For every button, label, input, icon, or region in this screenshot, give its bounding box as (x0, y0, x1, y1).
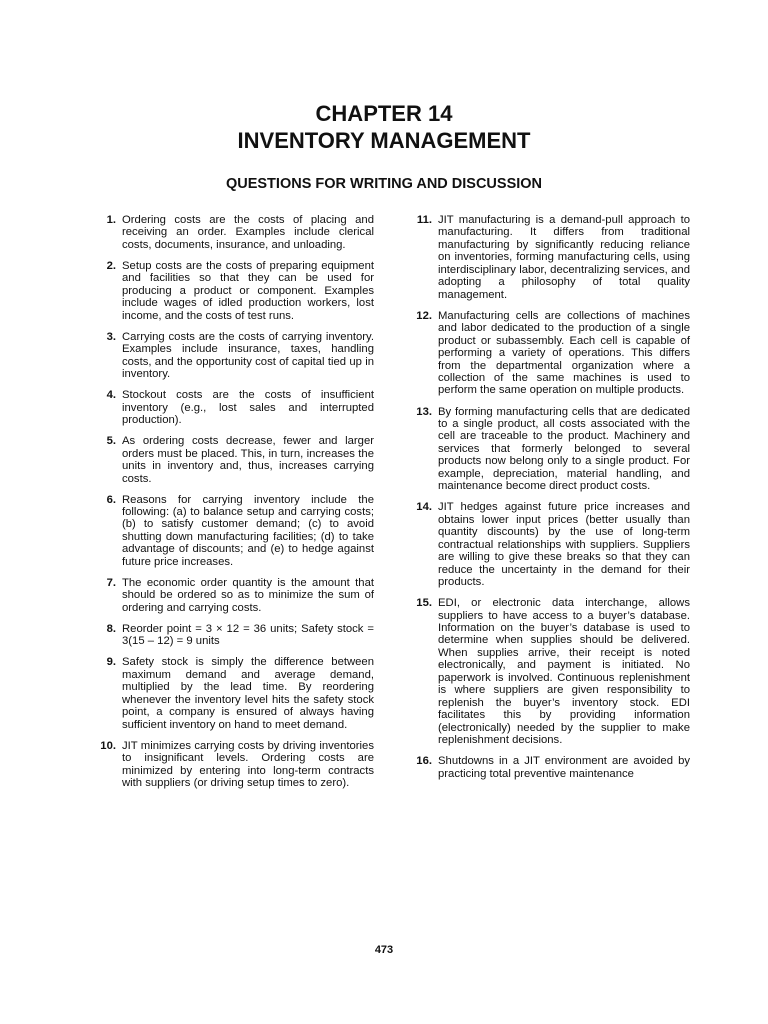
item-number: 15. (416, 597, 432, 610)
question-item (100, 739, 374, 790)
item-number: 13. (416, 405, 432, 418)
question-item (106, 389, 374, 427)
item-number: 14. (416, 501, 432, 514)
item-text: Setup costs are the costs of preparing equipment and facilities so that they can be used for producing a product or component. Examples include wages of idled production workers, lost income, and the costs of test runs. (122, 259, 374, 322)
item-number: 16. (416, 755, 432, 768)
question-item (106, 622, 374, 648)
item-number: 9. (106, 656, 116, 669)
item-text: Ordering costs are the costs of placing and receiving an order. Examples include clerical costs, documents, insurance, and unloading. (122, 214, 374, 251)
question-item (416, 214, 690, 301)
question-item (106, 576, 374, 614)
question-item (416, 309, 690, 397)
page-number: 473 (374, 944, 394, 956)
right-column (416, 214, 690, 789)
item-number: 10. (100, 739, 116, 752)
question-item (106, 435, 374, 485)
item-text: EDI, or electronic data interchange, allows suppliers to have access to a buyer’s database. Information on the buyer’s database is used to determine when supplies should be delivered. When supplies arrive, their receipt is noted electronically, and payment is initiated. No paperwork is involved. Continuous replenishment is where suppliers are given responsibility to replenish the buyer’s inventory stock. EDI facilitates this by providing information (electronically) needed by the supplier to make replenishment decisions. (438, 597, 690, 747)
question-item (106, 656, 374, 731)
question-item (416, 501, 690, 589)
item-number: 1. (106, 214, 116, 226)
item-text: Stockout costs are the costs of insufficient inventory (e.g., lost sales and interrupted production). (122, 389, 374, 427)
section-title: QUESTIONS FOR WRITING AND DISCUSSION (225, 176, 543, 192)
chapter-title: INVENTORY MANAGEMENT (237, 128, 531, 153)
question-item (416, 597, 690, 747)
item-text: Carrying costs are the costs of carrying inventory. Examples include insurance, taxes, handling costs, and the opportunity cost of capital tied up in inventory. (122, 330, 374, 381)
question-item (106, 330, 374, 381)
question-item (106, 259, 374, 322)
item-text: The economic order quantity is the amount that should be ordered so as to minimize the sum of ordering and carrying costs. (122, 576, 374, 614)
item-text: JIT hedges against future price increases and obtains lower input prices (better usually than quantity discounts) by the use of long-term contractual relationships with suppliers. Suppliers are willing to give these breaks so that they can reduce the uncertainty in the demand for their products. (438, 501, 690, 589)
item-number: 3. (106, 330, 116, 343)
item-text: By forming manufacturing cells that are dedicated to a single product, all costs associated with the cell are traceable to the product. Machinery and services that formerly belonged to several products now belong only to a single product. For example, depreciation, material handling, and maintenance become direct product costs. (438, 405, 690, 493)
item-number: 2. (106, 259, 116, 272)
item-text: Reasons for carrying inventory include the following: (a) to balance setup and carrying costs; (b) to satisfy customer demand; (c) to avoid shutting down manufacturing facilities; (d) to take advantage of discounts; and (e) to hedge against future price increases. (122, 493, 374, 568)
item-text: Shutdowns in a JIT environment are avoided by practicing total preventive maintenance (438, 755, 690, 780)
item-number: 11. (416, 214, 432, 226)
question-item (106, 493, 374, 569)
question-item (106, 214, 374, 251)
item-text: Safety stock is simply the difference between maximum demand and average demand, multiplied by the lead time. By reordering whenever the inventory level hits the safety stock point, a company is ensured of always having sufficient inventory on hand to meet demand. (122, 656, 374, 731)
item-text: Manufacturing cells are collections of machines and labor dedicated to the production of a single product or subassembly. Each cell is capable of performing a variety of operations. This differs from the departmental organization where a collection of the same machines is used to perform the same operation on multiple products. (438, 309, 690, 397)
item-text: As ordering costs decrease, fewer and larger orders must be placed. This, in turn, increases the units in inventory and, thus, increases carrying costs. (122, 435, 374, 485)
chapter-heading (0, 100, 768, 154)
item-number: 5. (106, 435, 116, 448)
question-item (416, 755, 690, 780)
chapter-number: CHAPTER 14 (315, 101, 453, 126)
item-number: 8. (106, 622, 116, 635)
item-text: JIT manufacturing is a demand-pull approach to manufacturing. It differs from traditional manufacturing by significantly reducing reliance on inventories, forming manufacturing cells, using interdisciplinary labor, decentralizing services, and adopting a philosophy of total quality management. (438, 214, 690, 301)
item-text: JIT minimizes carrying costs by driving inventories to insignificant levels. Ordering costs are minimized by entering into long-term contracts with suppliers (or driving setup times to zero). (122, 739, 374, 790)
item-number: 12. (416, 309, 432, 322)
left-column (100, 214, 374, 798)
item-number: 4. (106, 389, 116, 402)
item-number: 7. (106, 576, 116, 589)
item-text: Reorder point = 3 × 12 = 36 units; Safety stock = 3(15 – 12) = 9 units (122, 622, 374, 648)
question-item (416, 405, 690, 493)
item-number: 6. (106, 493, 116, 506)
